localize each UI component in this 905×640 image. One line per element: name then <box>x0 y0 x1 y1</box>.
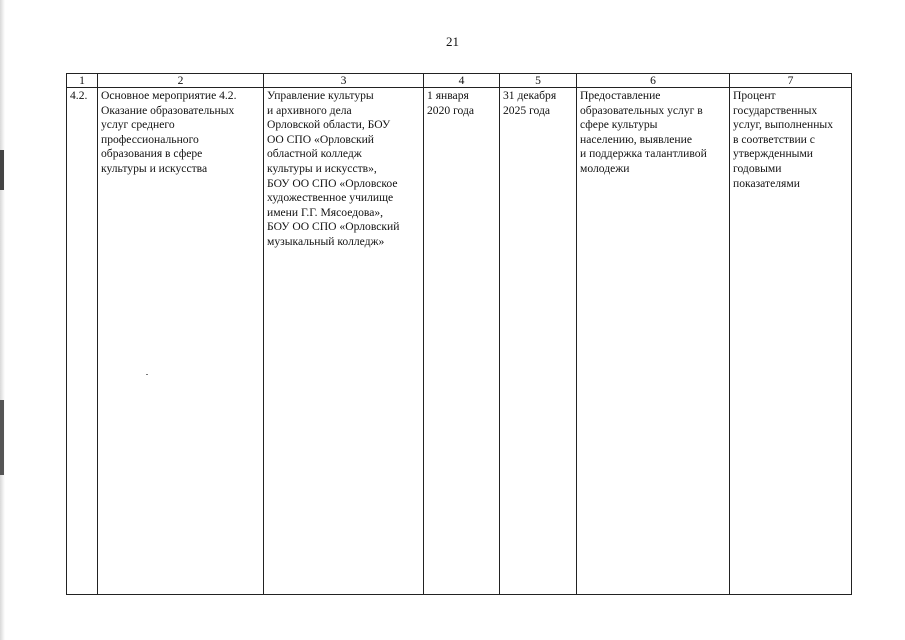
column-number-4: 4 <box>424 74 500 88</box>
row-index-cell: 4.2. <box>67 88 98 595</box>
column-number-5: 5 <box>500 74 577 88</box>
end-date-cell: 31 декабря 2025 года <box>500 88 577 595</box>
scan-edge-shadow <box>0 0 5 640</box>
scan-binding-mark-top <box>0 150 4 190</box>
page-number: 21 <box>446 34 459 49</box>
column-number-3: 3 <box>264 74 424 88</box>
activity-name-cell: Основное мероприятие 4.2. Оказание образовательных услуг среднего профессионального образования в сфере культуры и искусства <box>98 88 264 595</box>
scan-binding-mark-bottom <box>0 400 4 475</box>
start-date-cell: 1 января 2020 года <box>424 88 500 595</box>
column-number-6: 6 <box>577 74 730 88</box>
activities-table <box>66 73 852 595</box>
scan-speck <box>146 374 148 375</box>
responsible-executor-cell: Управление культуры и архивного дела Орловской области, БОУ ОО СПО «Орловский областной колледж культуры и искусств», БОУ ОО СПО «Орловское художественное училище имени Г.Г. Мясоедова», БОУ ОО СПО «Орловский музыкальный колледж» <box>264 88 424 595</box>
column-number-1: 1 <box>67 74 98 88</box>
column-number-7: 7 <box>730 74 852 88</box>
expected-result-cell: Предоставление образовательных услуг в сфере культуры населению, выявление и поддержка талантливой молодежи <box>577 88 730 595</box>
indicator-cell: Процент государственных услуг, выполненных в соответствии с утвержденными годовыми показателями <box>730 88 852 595</box>
table-row <box>67 88 852 595</box>
column-number-2: 2 <box>98 74 264 88</box>
table-header-row <box>67 74 852 88</box>
